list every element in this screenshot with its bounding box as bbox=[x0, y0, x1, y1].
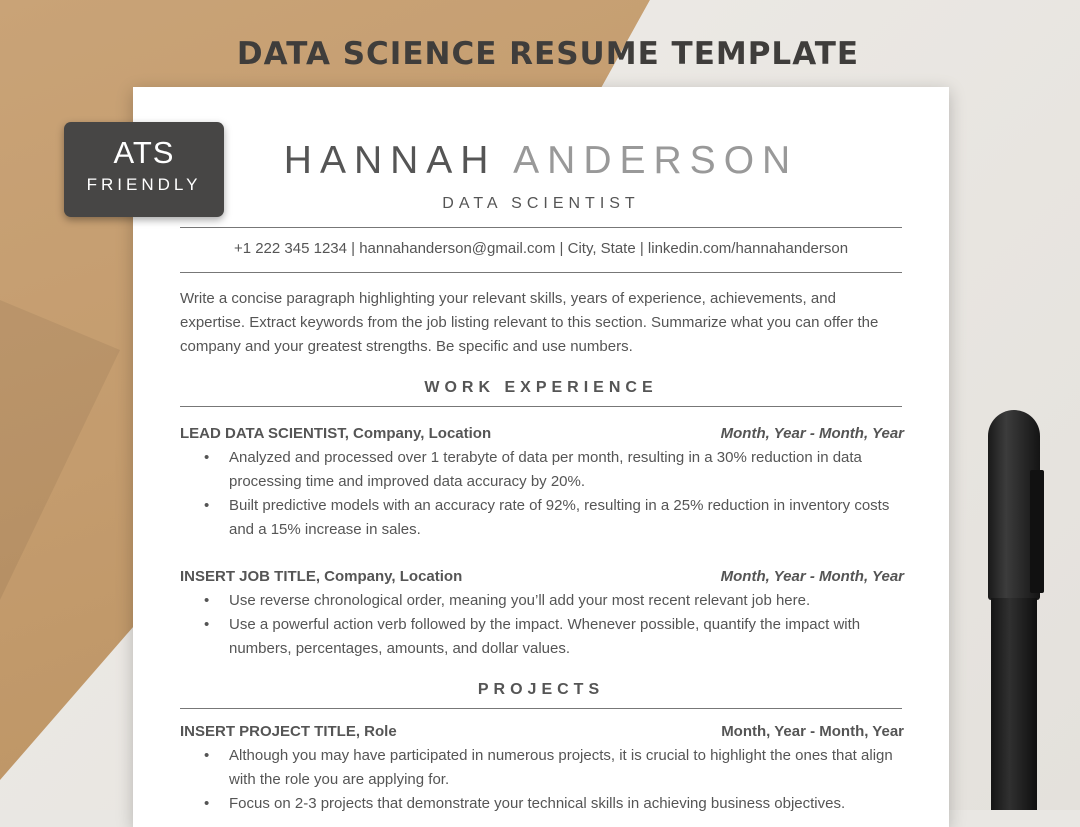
job-entry-header bbox=[180, 425, 904, 442]
list-item: • Although you may have participated in numerous projects, it is crucial to highlight the ones that align with the role you are applying for. bbox=[180, 744, 904, 792]
work-experience-heading: WORK EXPERIENCE bbox=[424, 379, 658, 396]
job-bullets bbox=[180, 446, 904, 542]
resume-page bbox=[133, 87, 949, 827]
resume-role: DATA SCIENTIST bbox=[442, 195, 640, 212]
badge-sub-text: FRIENDLY bbox=[86, 175, 202, 194]
badge-main-text: ATS bbox=[113, 135, 175, 170]
contact-line: +1 222 345 1234 | hannahanderson@gmail.com | City, State | linkedin.com/hannahanderson bbox=[233, 240, 849, 257]
ats-friendly-badge bbox=[64, 122, 224, 217]
divider bbox=[180, 227, 902, 228]
job-dates: Month, Year - Month, Year bbox=[720, 568, 904, 585]
job-title: INSERT JOB TITLE, Company, Location bbox=[180, 568, 463, 585]
list-item: • Use a powerful action verb followed by the impact. Whenever possible, quantify the impact with numbers, percentages, amounts, and dollar values. bbox=[180, 613, 904, 661]
project-dates: Month, Year - Month, Year bbox=[721, 723, 904, 740]
pen-clip bbox=[1030, 470, 1044, 593]
list-item: • Analyzed and processed over 1 terabyte of data per month, resulting in a 30% reduction in data processing time and improved data accuracy by 20%. bbox=[180, 446, 904, 494]
project-title: INSERT PROJECT TITLE, Role bbox=[180, 723, 397, 740]
projects-heading: PROJECTS bbox=[477, 681, 605, 698]
summary-paragraph: Write a concise paragraph highlighting your relevant skills, years of experience, achievements, and expertise. Extract keywords from the job listing relevant to this section. Summarize what you can offer the company and your greatest strengths. Be specific and use numbers. bbox=[180, 290, 879, 355]
list-item: • Built predictive models with an accuracy rate of 92%, resulting in a 25% reduction in inventory costs and a 15% increase in sales. bbox=[180, 494, 904, 542]
resume-name bbox=[133, 139, 949, 183]
divider bbox=[180, 708, 902, 709]
divider bbox=[180, 272, 902, 273]
last-name: ANDERSON bbox=[513, 139, 799, 182]
divider bbox=[180, 406, 902, 407]
job-dates: Month, Year - Month, Year bbox=[720, 425, 904, 442]
job-entry-header bbox=[180, 568, 904, 585]
list-item: • Focus on 2-3 projects that demonstrate your technical skills in achieving business objectives. bbox=[180, 792, 904, 816]
first-name: HANNAH bbox=[283, 139, 497, 182]
job-title: LEAD DATA SCIENTIST, Company, Location bbox=[180, 425, 492, 442]
project-bullets bbox=[180, 744, 904, 816]
banner-title: DATA SCIENCE RESUME TEMPLATE bbox=[236, 36, 860, 72]
list-item: • Use reverse chronological order, meaning you’ll add your most recent relevant job here. bbox=[180, 589, 904, 613]
job-bullets bbox=[180, 589, 904, 661]
project-entry-header bbox=[180, 723, 904, 740]
pen-body bbox=[991, 598, 1037, 810]
